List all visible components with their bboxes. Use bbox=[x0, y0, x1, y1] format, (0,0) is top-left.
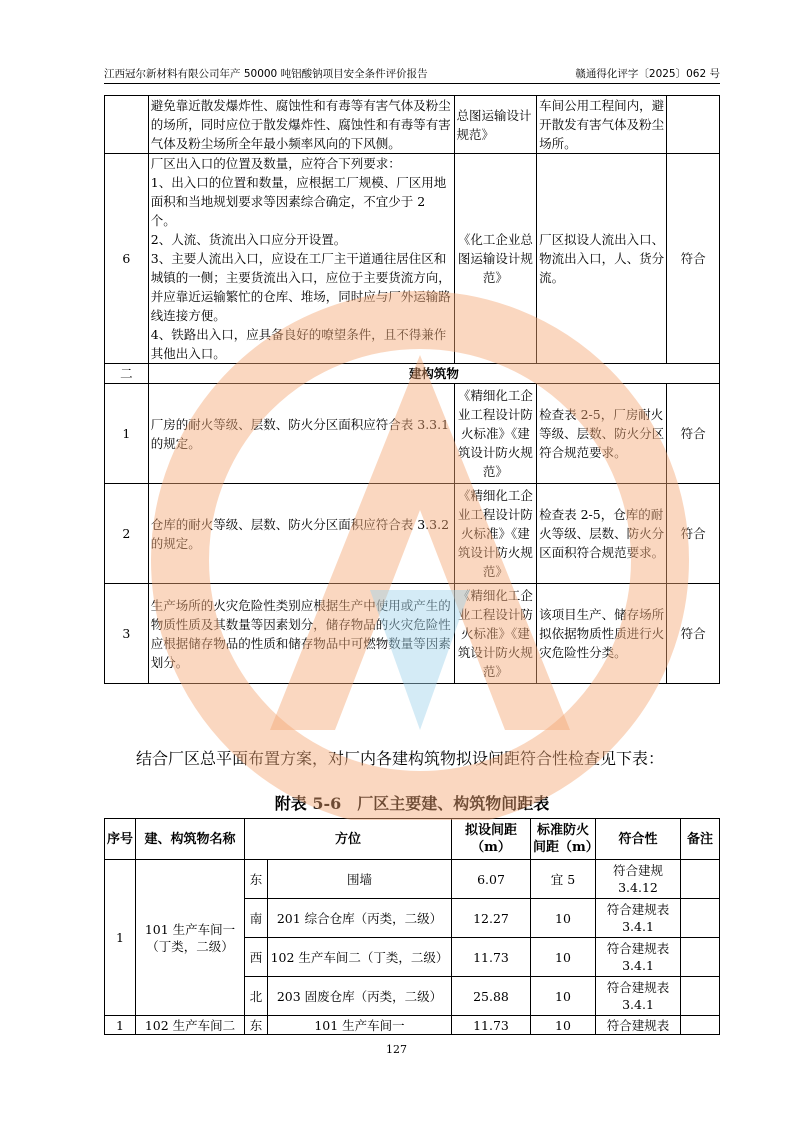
table-caption: 附表 5-6 厂区主要建、构筑物间距表 bbox=[274, 794, 550, 813]
design-cell: 车间公用工程间内，避开散发有害气体及粉尘场所。 bbox=[537, 96, 667, 154]
section-row bbox=[105, 364, 720, 384]
page-number: 127 bbox=[386, 1043, 407, 1056]
compliance-cell: 符合建规表 3.4.1 bbox=[596, 938, 681, 977]
requirement-cell: 仓库的耐火等级、层数、防火分区面积应符合表 3.3.2 的规定。 bbox=[148, 484, 454, 584]
distance-cell: 6.07 bbox=[452, 860, 531, 899]
basis-cell: 《精细化工企业工程设计防火标准》《建筑设计防火规范》 bbox=[454, 384, 537, 484]
compliance-cell: 符合建规表 3.4.1 bbox=[596, 899, 681, 938]
design-cell: 厂区拟设人流出入口、物流出入口，人、货分流。 bbox=[537, 154, 667, 364]
basis-cell: 《精细化工企业工程设计防火标准》《建筑设计防火规范》 bbox=[454, 584, 537, 684]
note-cell bbox=[681, 938, 720, 977]
target-cell: 102 生产车间二（丁类，二级） bbox=[268, 938, 452, 977]
row-number: 2 bbox=[105, 484, 149, 584]
note-cell bbox=[681, 899, 720, 938]
target-cell: 围墙 bbox=[268, 860, 452, 899]
table-row bbox=[105, 484, 720, 584]
row-number: 1 bbox=[105, 384, 149, 484]
basis-cell: 总图运输设计规范》 bbox=[454, 96, 537, 154]
standard-cell: 10 bbox=[531, 977, 596, 1016]
result-cell bbox=[667, 96, 720, 154]
header-report-title: 江西冠尔新材料有限公司年产 50000 吨铝酸钠项目安全条件评价报告 bbox=[104, 68, 428, 80]
spacing-table bbox=[104, 818, 720, 1035]
distance-cell: 11.73 bbox=[452, 1016, 531, 1035]
compliance-cell: 符合建规表 3.4.1 bbox=[596, 977, 681, 1016]
direction-cell: 东 bbox=[245, 860, 268, 899]
body-paragraph: 结合厂区总平面布置方案，对厂内各建构筑物拟设间距符合性检查见下表： bbox=[136, 749, 665, 768]
standard-cell: 10 bbox=[531, 938, 596, 977]
standard-cell: 10 bbox=[531, 899, 596, 938]
table-row bbox=[105, 96, 720, 154]
target-cell: 203 固废仓库（丙类，二级） bbox=[268, 977, 452, 1016]
direction-cell: 南 bbox=[245, 899, 268, 938]
note-cell bbox=[681, 1016, 720, 1035]
direction-cell: 北 bbox=[245, 977, 268, 1016]
distance-cell: 12.27 bbox=[452, 899, 531, 938]
direction-cell: 东 bbox=[245, 1016, 268, 1035]
target-cell: 101 生产车间一 bbox=[268, 1016, 452, 1035]
row-number: 1 bbox=[105, 1016, 136, 1035]
row-number: 6 bbox=[105, 154, 149, 364]
result-cell: 符合 bbox=[667, 484, 720, 584]
design-cell: 检查表 2-5，仓库的耐火等级、层数、防火分区面积符合规范要求。 bbox=[537, 484, 667, 584]
page-header bbox=[104, 64, 720, 84]
row-number: 1 bbox=[105, 860, 136, 1016]
direction-cell: 西 bbox=[245, 938, 268, 977]
basis-cell: 《精细化工企业工程设计防火标准》《建筑设计防火规范》 bbox=[454, 484, 537, 584]
header-report-number: 赣通得化评字〔2025〕062 号 bbox=[575, 68, 720, 80]
compliance-cell: 符合建规表 bbox=[596, 1016, 681, 1035]
compliance-cell: 符合建规 3.4.12 bbox=[596, 860, 681, 899]
row-number: 3 bbox=[105, 584, 149, 684]
checklist-table bbox=[104, 95, 720, 684]
section-title: 建构筑物 bbox=[148, 364, 719, 384]
standard-cell: 10 bbox=[531, 1016, 596, 1035]
col-header-compliance: 符合性 bbox=[596, 819, 681, 860]
table-row bbox=[105, 154, 720, 364]
requirement-cell: 生产场所的火灾危险性类别应根据生产中使用或产生的物质性质及其数量等因素划分，储存物品的火灾危险性应根据储存物品的性质和储存物品中可燃物数量等因素划分。 bbox=[148, 584, 454, 684]
note-cell bbox=[681, 860, 720, 899]
result-cell: 符合 bbox=[667, 154, 720, 364]
distance-cell: 25.88 bbox=[452, 977, 531, 1016]
requirement-cell: 厂区出入口的位置及数量，应符合下列要求： 1、出入口的位置和数量，应根据工厂规模、厂区用地面积和当地规划要求等因素综合确定，不宜少于 2 个。 2、人流、货流出入口应分开设置。 3、主要人流出入口，应设在工厂主干道通往居住区和城镇的一侧；主要货流出入口，应位于主要货流方向，并应靠近运输繁忙的仓库、堆场，同时应与厂外运输路线连接方便。 4、铁路出入口，应具备良好的嘹望条件，且不得兼作其他出入口。 bbox=[148, 154, 454, 364]
design-cell: 该项目生产、储存场所拟依据物质性质进行火灾危险性分类。 bbox=[537, 584, 667, 684]
note-cell bbox=[681, 977, 720, 1016]
table-row bbox=[105, 1016, 720, 1035]
col-header-building: 建、构筑物名称 bbox=[136, 819, 245, 860]
target-cell: 201 综合仓库（丙类，二级） bbox=[268, 899, 452, 938]
result-cell: 符合 bbox=[667, 384, 720, 484]
section-number: 二 bbox=[105, 364, 149, 384]
table-row bbox=[105, 584, 720, 684]
requirement-cell: 厂房的耐火等级、层数、防火分区面积应符合表 3.3.1 的规定。 bbox=[148, 384, 454, 484]
basis-cell: 《化工企业总图运输设计规范》 bbox=[454, 154, 537, 364]
standard-cell: 宜 5 bbox=[531, 860, 596, 899]
table-row bbox=[105, 860, 720, 899]
design-cell: 检查表 2-5，厂房耐火等级、层数、防火分区符合规范要求。 bbox=[537, 384, 667, 484]
col-header-number: 序号 bbox=[105, 819, 136, 860]
building-name: 101 生产车间一（丁类，二级） bbox=[136, 860, 245, 1016]
result-cell: 符合 bbox=[667, 584, 720, 684]
col-header-distance: 拟设间距（m） bbox=[452, 819, 531, 860]
col-header-direction: 方位 bbox=[245, 819, 452, 860]
col-header-note: 备注 bbox=[681, 819, 720, 860]
table-header-row bbox=[105, 819, 720, 860]
requirement-cell: 避免靠近散发爆炸性、腐蚀性和有毒等有害气体及粉尘的场所，同时应位于散发爆炸性、腐蚀性和有毒等有害气体及粉尘场所全年最小频率风向的下风侧。 bbox=[148, 96, 454, 154]
table-row bbox=[105, 384, 720, 484]
col-header-standard: 标准防火间距（m） bbox=[531, 819, 596, 860]
row-number bbox=[105, 96, 149, 154]
distance-cell: 11.73 bbox=[452, 938, 531, 977]
building-name: 102 生产车间二 bbox=[136, 1016, 245, 1035]
